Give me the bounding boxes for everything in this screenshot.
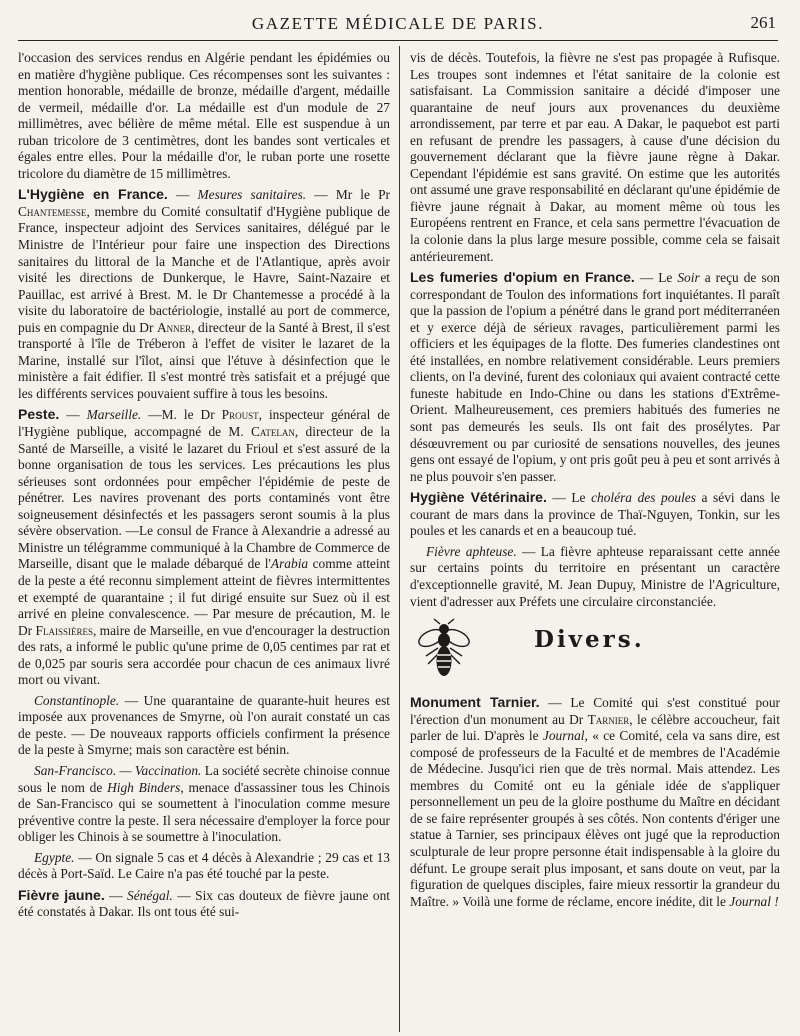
paragraph-san-francisco: San-Francisco. — Vaccination. La société secrète chinoise connue sous le nom de High Binders, menace d'assassiner tous les Chinois de San-Francisco qui se soumettent à l'inoculation comme mesure préventive contre la peste. Il sera nécessaire d'employer la force pour obliger les Chinois à se soumettre à l'inoculation. [18,762,390,845]
person-catelan: Catelan [250,424,295,440]
society-name: High Binders [107,779,181,795]
paragraph-egypte: Egypte. — On signale 5 cas et 4 décès à Alexandrie ; 29 cas et 13 décès à Port-Saïd. Le Caire n'a pas été touché par la peste. [18,849,390,882]
person-anner: Anner [156,319,192,335]
paragraph-constantinople: Constantinople. — Une quarantaine de quarante-huit heures est imposée aux provenances de Smyrne, où l'on aurait constaté un cas de peste. — De nouveaux rapports officiels confirment la présence de la peste à Smyrne; mais son caractère est bénin. [18,692,390,758]
subheading-senegal: Sénégal. [127,887,173,903]
heading-fievre-jaune: Fièvre jaune. [18,886,105,903]
paragraph-medals: l'occasion des services rendus en Algérie pendant les épidémies ou en matière d'hygiène publique. Ces récompenses sont les suivantes : mention honorable, médaille de bronze, médaille d'argent, médaille de vermeil, médaille d'or. La médaille est d'un module de 27 millimètres, avec bélière de même métal. Elle est suspendue à un ruban tricolore de 3 centimètres, dont les bandes sont verticales et égales entre elles. Pour la médaille d'or, le ruban porte une rosette tricolore du diamètre de 15 millimètres. [18,50,390,181]
person-flaissieres: Flaissières [35,622,93,638]
heading-veterinaire: Hygiène Vétérinaire. [410,489,547,506]
heading-tarnier: Monument Tarnier. [410,694,540,711]
heading-peste: Peste. [18,406,60,423]
person-proust: Proust [221,407,259,423]
page-number: 261 [750,13,776,32]
page-header [18,10,778,41]
newspaper-soir: Soir [677,270,700,286]
divers-title: Divers. [534,626,645,654]
right-column: vis de décès. Toutefois, la fièvre ne s'est pas propagée à Rufisque. Les troupes sont indemnes et l'état sanitaire de la colonie est satisfaisant. La Commission sanitaire a décidé d'imposer une quarantaine de neuf jours aux provenances du deuxième arrondissement, par terre et par eau. A Dakar, le paquebot est parti en refusant de prendre les passagers, à cause d'une décision du gouvernement déclarant que la fièvre jaune règne à Dakar. Cependant l'épidémie est sans gravité. On estime que les autorités ont assumé une grave responsabilité en déclarant qu'une épidémie de fièvre jaune régnait à Dakar, au moment même où tous les Européens rentrent en France, et cela sans permettre l'évacuation de la colonie dans la plus large mesure possible, comme cela se faisait antérieurement. Les fumeries d'opium en France. — Le Soir a reçu de son correspondant de Toulon des informations fort inquiétantes. Il paraît que la passion de l'opium a pénétré dans le grand port méditerranéen et y exerce déjà de sérieux ravages, particulièrement parmi les officiers et les équipages de la flotte. Des fumeries clandestines ont été installées, en nombre relativement considérable. Leurs premiers clients, on l'a deviné, furent des coloniaux qui avaient contracté cette funeste habitude en Indo-Chine ou dans les stations d'Extrême-Orient. Malheureusement, ces premiers habitués des fumeries ne sont pas demeurés les seuls. Ils ont fait des prosélytes. Par désœuvrement ou par curiosité de sensations nouvelles, des jeunes gens ont essayé de l'opium, y ont pris goût peu à peu et sont arrivés à ne plus pouvoir s'en passer. Hygiène Vétérinaire. — Le choléra des poules a sévi dans le courant de mars dans la province de Thaï-Nguyen, Tonkin, sur les poules et les canards et en a beaucoup tué. Fièvre aphteuse. — La fièvre aphteuse reparaissant cette année sur certains points du territoire en présentant un caractère d'exceptionnelle gravité, M. Jean Dupuy, Ministre de l'Agriculture, vient d'adresser aux Préfets une circulaire circonstanciée. Divers. Monument Tarnier. — Le Comité qui s'est constitué pour l'érection d'un monument au Dr Tarnier, le célèbre accoucheur, fait parler de lui. D'après le Journal, « ce Comité, cela va sans dire, est composé de professeurs de la Faculté et de membres de l'Académie de Médecine. Jusqu'ici rien que de très normal. Mais attendez. Les membres du Comité ont eu la géniale idée de s'appliquer personnellement un peu de la gloire posthume du Maître en décidant de se faire représenter groupés à ses côtés. Non contents d'ériger une statue à Tarnier, ses principaux élèves ont jugé que la reproduction sculpturale de leur propre personne était indispensable à la gloire du défunt. Le groupe serait plus imposant, et sans doute on veut, par la figuration de quelques disciples, faire mieux ressortir la grandeur du Maître. » Voilà une forme de réclame, encore inédite, dit le Journal ! [410,50,780,909]
ship-name: Arabia [270,556,309,572]
paragraph-fievre-aphteuse: Fièvre aphteuse. — La fièvre aphteuse reparaissant cette année sur certains points du territoire en présentant un caractère d'exceptionnelle gravité, M. Jean Dupuy, Ministre de l'Agriculture, vient d'adresser aux Préfets une circulaire circonstanciée. [410,543,780,609]
subheading-mesures: Mesures sanitaires. [197,187,307,203]
heading-opium: Les fumeries d'opium en France. [410,269,635,286]
subheading-constantinople: Constantinople. [34,692,120,708]
subheading-san-francisco: San-Francisco. — Vaccination. [34,762,202,778]
newspaper-journal-end: Journal ! [729,893,779,909]
column-divider [399,46,400,1032]
section-divers [410,618,780,688]
person-tarnier: Tarnier [587,711,630,727]
subheading-marseille: Marseille. [86,407,142,423]
left-column: l'occasion des services rendus en Algérie pendant les épidémies ou en matière d'hygiène publique. Ces récompenses sont les suivantes : mention honorable, médaille de bronze, médaille d'argent, médaille de vermeil, médaille d'or. La médaille est d'un module de 27 millimètres, avec bélière de même métal. Elle est suspendue à un ruban tricolore de 3 centimètres, dont les bandes sont verticales et égales entre elles. Pour la médaille d'or, le ruban porte une rosette tricolore du diamètre de 15 millimètres. L'Hygiène en France. — Mesures sanitaires. — Mr le Pr Chantemesse, membre du Comité consultatif d'Hygiène publique de France, inspecteur adjoint des Services sanitaires, délégué par le Ministre de l'Intérieur pour faire une inspection des Directions sanitaires du littoral de la Manche et de l'Atlantique, après avoir visité les directions de Dunkerque, le Havre, Saint-Nazaire et Pauillac, est arrivé à Brest. M. le Dr Chantemesse a procédé à la visite du laboratoire de bactériologie, installé au port de commerce, puis en compagnie du Dr Anner, directeur de la Santé à Brest, il s'est transporté à l'île de Tréberon à l'effet de visiter le lazaret de la Marine, installé sur l'îlot, ainsi que l'étuve à désinfection que le ministère a fait édifier. Il s'est montré très satisfait et a préjugé que les différents services pouvaient suffire à tous les besoins. Peste. — Marseille. —M. le Dr Proust, inspecteur général de l'Hygiène publique, accompagné de M. Catelan, directeur de la Santé de Marseille, a visité le lazaret du Frioul et s'est assuré de la bonne organisation de tous les services. Les précautions les plus sérieuses sont ordonnées pour empêcher l'épidémie de peste de pénétrer. Les navires provenant des ports contaminés vont être soigneusement désinfectés et les passagers seront soumis à la plus sévère observation. —Le consul de France à Alexandrie a adressé au Ministre un télégramme communiqué à la Chambre de Commerce de Marseille, disant que le malade débarqué de l'Arabia comme atteint de la peste a été reconnu simplement atteint de fièvres intermittentes et exempté de quarantaine ; il fut dirigé ensuite sur Suez où il est arrivé en pleine convalescence. — Par mesure de précaution, M. le Dr Flaissières, maire de Marseille, en vue d'encourager la destruction des rats, a informé le public qu'une prime de 0,05 centimes par rat et de 0,025 par souris sera accordée pour chacun de ces animaux livré mort ou vivant. Constantinople. — Une quarantaine de quarante-huit heures est imposée aux provenances de Smyrne, où l'on aurait constaté un cas de peste. — De nouveaux rapports officiels confirment la présence de la peste à Smyrne; mais son caractère est bénin. San-Francisco. — Vaccination. La société secrète chinoise connue sous le nom de High Binders, menace d'assassiner tous les Chinois de San-Francisco qui se soumettent à l'inoculation comme mesure préventive contre la peste. Il sera nécessaire d'employer la force pour obliger les Chinois à se soumettre à l'inoculation. Egypte. — On signale 5 cas et 4 décès à Alexandrie ; 29 cas et 13 décès à Port-Saïd. Le Caire n'a pas été touché par la peste. Fièvre jaune. — Sénégal. — Six cas douteux de fièvre jaune ont été constatés à Dakar. Ils ont tous été sui- [18,50,390,920]
subheading-egypte: Egypte. [34,849,75,865]
heading-hygiene-france: L'Hygiène en France. [18,186,168,203]
person-chantemesse: Chantemesse [18,203,87,219]
bee-icon [416,618,472,680]
disease-name: choléra des poules [591,490,696,506]
newspaper-journal: Journal, [542,728,588,744]
paragraph-fievre-jaune-cont: vis de décès. Toutefois, la fièvre ne s'est pas propagée à Rufisque. Les troupes sont indemnes et l'état sanitaire de la colonie est satisfaisant. La Commission sanitaire a décidé d'imposer une quarantaine de neuf jours aux provenances du deuxième arrondissement, par terre et par eau. A Dakar, le paquebot est parti en refusant de prendre les passagers, à cause d'une décision du gouvernement déclarant que la fièvre jaune règne à Dakar. Cependant l'épidémie est sans gravité. On estime que les autorités ont assumé une grave responsabilité en déclarant qu'une épidémie de fièvre jaune régnait à Dakar, au moment même où tous les Européens rentrent en France, et cela sans permettre l'évacuation de la colonie dans la plus large mesure possible, comme cela se faisait antérieurement. [410,50,780,264]
journal-title: GAZETTE MÉDICALE DE PARIS. [251,14,545,33]
subheading-aphteuse: Fièvre aphteuse. [426,543,517,559]
